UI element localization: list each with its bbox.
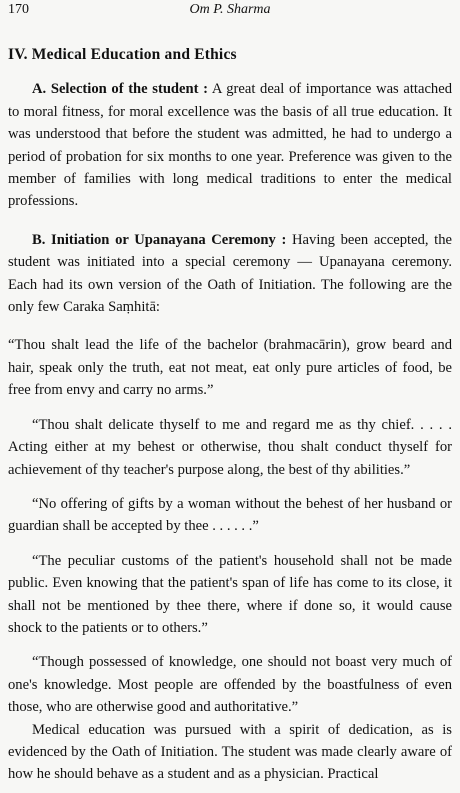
oath-quote-5: “Though possessed of knowledge, one should not boast very much of one's knowledge. Most people are offended by the boastfulness of even those, who are otherwise good and authoritative.” [8,654,452,716]
paragraph-selection [8,78,452,212]
subheading-selection: A. Selection of the student : [32,81,209,98]
paragraph-selection-text: A great deal of importance was attached to moral fitness, for moral excellence was the basis of all true education. It was understood that before the student was admitted, he had to undergo a period of probation for six months to one year. Preference was given to the member of families with long medical traditions to enter the medical professions. [8,81,452,210]
page-body [8,44,452,786]
oath-quote-1: “Thou shalt lead the life of the bachelor (brahmacārin), grow beard and hair, speak only the truth, eat not meat, eat only pure articles of food, be free from envy and carry no arms.” [8,337,452,399]
paragraph-initiation [8,229,452,319]
running-title: Om P. Sharma [189,2,271,17]
page-header [8,2,452,22]
paragraph-initiation-text: Having been accepted, the student was initiated into a special ceremony — Upanayana ceremony. Each had its own version of the Oath of Initiation. The following are the only few Caraka Saṃhitā: [8,231,452,316]
subheading-initiation: B. Initiation or Upanayana Ceremony : [32,231,287,248]
closing-paragraph: Medical education was pursued with a spirit of dedication, as is evidenced by the Oath of Initiation. The student was made clearly aware of how he should behave as a student and as a physician. Practical [8,721,452,783]
oath-quote-2: “Thou shalt delicate thyself to me and regard me as thy chief. . . . . Acting either at my behest or otherwise, thou shalt conduct thyself for achievement of thy teacher's purpose along, the best of thy abilities.” [8,416,452,478]
oath-quote-4: “The peculiar customs of the patient's household shall not be made public. Even knowing that the patient's span of life has come to its close, it shall not be mentioned by thee there, where if done so, it would cause shock to the patients or to others.” [8,552,452,636]
section-heading: IV. Medical Education and Ethics [8,46,237,63]
oath-quote-3: “No offering of gifts by a woman without the behest of her husband or guardian shall be accepted by thee . . . . . .” [8,495,452,535]
page-number: 170 [8,2,29,17]
